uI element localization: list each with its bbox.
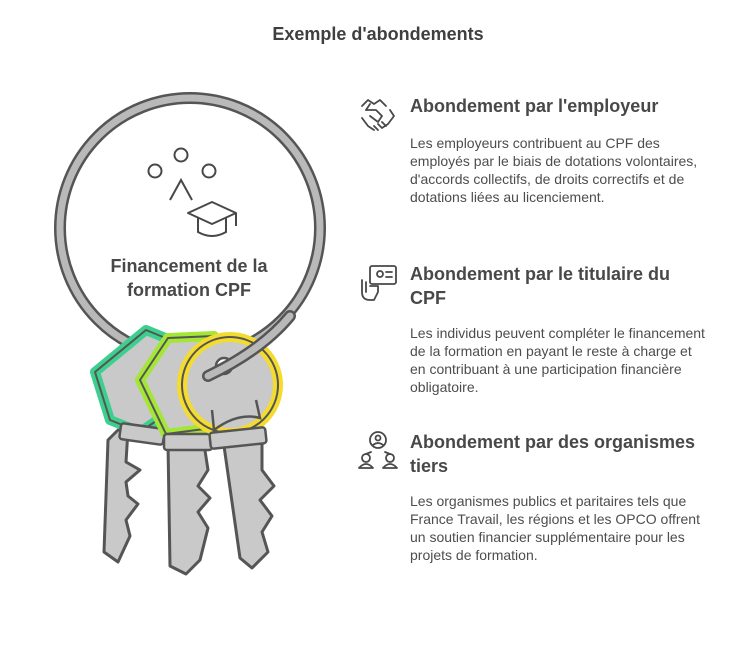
third-party-text: Les organismes publics et paritaires tels que France Travail, les régions et les OPCO offrent un soutien financier supplémentaire pour les projets de formation. xyxy=(410,493,700,563)
holder-section xyxy=(356,262,746,402)
handshake-icon xyxy=(356,94,400,138)
ring-label: Financement de la formation CPF xyxy=(110,256,268,300)
third-party-section xyxy=(356,430,746,580)
hand-card-icon xyxy=(356,262,400,306)
employer-text: Les employeurs contribuent au CPF des employés par le biais de dotations volontaires, d'accords collectifs, de droits correctifs et de dotations liées au licenciement. xyxy=(410,135,698,205)
holder-text: Les individus peuvent compléter le financement de la formation en payant le reste à charge et en contribuant à une participation financière obligatoire. xyxy=(410,325,705,395)
group-icon xyxy=(356,430,400,474)
holder-title: Abondement par le titulaire du CPF xyxy=(410,264,671,308)
employer-title: Abondement par l'employeur xyxy=(410,96,659,116)
employer-section xyxy=(356,94,746,234)
third-party-title: Abondement par des organismes tiers xyxy=(410,432,696,476)
page-title: Exemple d'abondements xyxy=(272,24,484,44)
